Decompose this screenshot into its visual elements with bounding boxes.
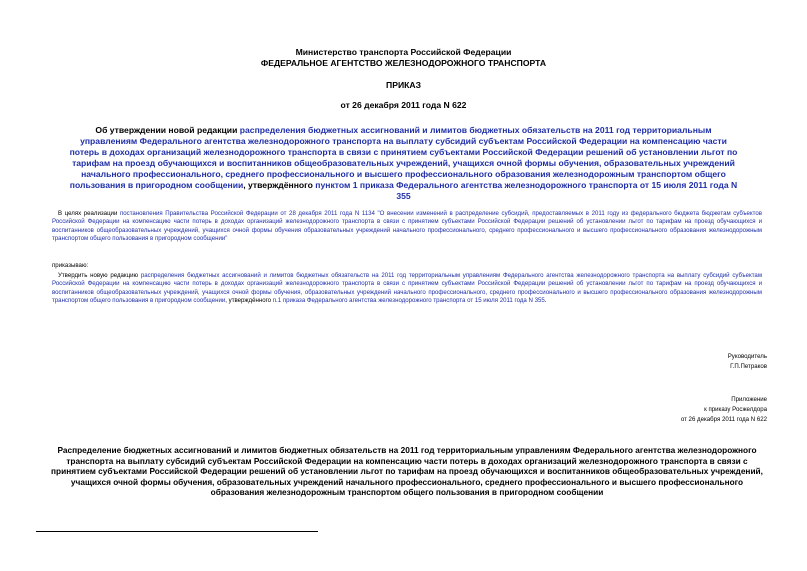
agency-name: ФЕДЕРАЛЬНОЕ АГЕНТСТВО ЖЕЛЕЗНОДОРОЖНОГО ТРАНСПОРТА	[260, 58, 547, 68]
appendix-date: от 26 декабря 2011 года N 622	[680, 416, 767, 423]
signature-position: Руководитель	[727, 353, 767, 360]
order-word: приказываю:	[52, 262, 89, 269]
title-prefix: Об утверждении новой редакции	[95, 125, 240, 135]
title-middle: , утверждённого	[243, 180, 316, 190]
signature-name: Г.П.Петраков	[730, 363, 767, 370]
document-title	[66, 125, 741, 202]
order-item-link-order-355[interactable]: п.1 приказа Федерального агентства железнодорожного транспорта от 15 июля 2011 года N 355	[272, 296, 545, 304]
title-link-order-355[interactable]: пунктом 1 приказа Федерального агентства железнодорожного транспорта от 15 июля 2011 года N 355	[315, 180, 738, 201]
preamble-link-resolution-1134[interactable]: постановления Правительства Российской Федерации от 28 декабря 2011 года N 1134 "О внесении изменений в распределение субсидий, предоставляемых в 2011 году из федерального бюджета бюджетам субъектов Российской Федерации на компенсацию части потерь в доходах организаций железнодорожного транспорта в связи с принятием субъектами Российской Федерации решений об установлении льгот по тарифам на проезд обучающихся и воспитанников общеобразовательных учреждений, учащихся очной формы обучения образовательных учреждений начального профессионального, среднего профессионального и высшего профессионального образования железнодорожным транспортом общего пользования в пригородном сообщении"	[52, 210, 762, 242]
preamble-prefix: В целях реализации	[58, 210, 120, 217]
order-item-paragraph	[52, 272, 762, 305]
order-item-prefix: Утвердить новую редакцию	[58, 272, 141, 279]
order-item-suffix: .	[544, 296, 547, 304]
footnote-divider	[36, 531, 318, 532]
document-date: от 26 декабря 2011 года N 622	[340, 100, 467, 110]
appendix-title: Распределение бюджетных ассигнований и лимитов бюджетных обязательств на 2011 год территориальным управлениям Федерального агентства железнодорожного транспорта на выплату субсидий субъектам Российской Федерации на компенсацию части потерь в доходах организаций железнодорожного транспорта в связи с принятием субъектами Российской Федерации решений об установлении льгот по тарифам на проезд обучающихся и воспитанников общеобразовательных учреждений, учащихся очной формы обучения, образовательных учреждений начального профессионального, среднего профессионального и высшего профессионального образования железнодорожным транспортом общего пользования в пригородном сообщении	[51, 445, 763, 498]
preamble-paragraph	[52, 210, 762, 243]
order-item-middle: , утверждённого	[225, 296, 273, 304]
ministry-name: Министерство транспорта Российской Федерации	[295, 47, 512, 57]
title-link-distribution[interactable]: распределения бюджетных ассигнований и лимитов бюджетных обязательств на 2011 год территориальным управлениям Федерального агентства железнодорожного транспорта на выплату субсидий субъектам Российской Федерации на компенсацию части потерь в доходах организаций железнодорожного транспорта в связи с принятием субъектами Российской Федерации решений об установлении льгот по тарифам на проезд обучающихся и воспитанников общеобразовательных учреждений, учащихся очной формы обучения, образовательных учреждений начального профессионального, среднего профессионального и высшего профессионального образования железнодорожным транспортом общего пользования в пригородном сообщении	[69, 125, 738, 190]
appendix-to-order: к приказу Росжелдора	[704, 406, 767, 413]
order-item-link-distribution[interactable]: распределения бюджетных ассигнований и лимитов бюджетных обязательств на 2011 год территориальным управлениям Федерального агентства железнодорожного транспорта на выплату субсидий субъектам Российской Федерации на компенсацию части потерь в доходах организаций железнодорожного транспорта в связи с принятием субъектами Российской Федерации решений об установлении льгот по тарифам на проезд обучающихся и воспитанников общеобразовательных учреждений, учащихся очной формы обучения, образовательных учреждений начального профессионального, среднего профессионального и высшего профессионального образования железнодорожным транспортом общего пользования в пригородном сообщении	[52, 272, 763, 304]
document-type: ПРИКАЗ	[386, 80, 421, 90]
appendix-label: Приложение	[731, 396, 767, 403]
